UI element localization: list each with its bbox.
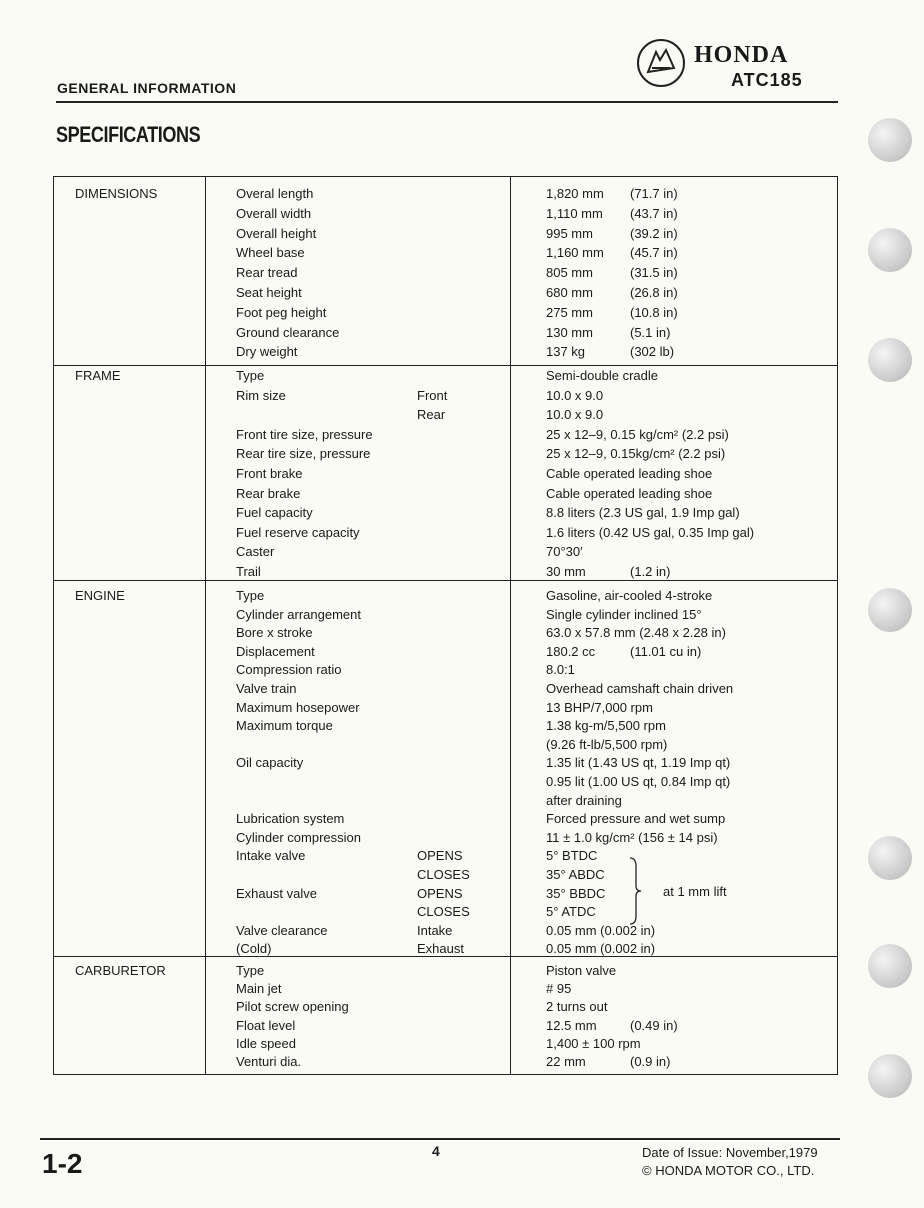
- date-of-issue: Date of Issue: November,1979: [642, 1145, 818, 1160]
- footer-rule: [40, 1138, 840, 1140]
- spec-item-label: Ground clearance: [236, 324, 340, 340]
- spec-value: Piston valve: [546, 963, 617, 978]
- spec-item-label: Valve clearance: [236, 922, 328, 938]
- header-rule: [56, 101, 838, 103]
- model-name: ATC185: [731, 70, 803, 90]
- spec-sub-label: OPENS: [417, 848, 463, 864]
- spec-value: Cable operated leading shoe: [546, 485, 713, 501]
- spec-value: 1.6 liters (0.42 US gal, 0.35 Imp gal): [546, 524, 755, 540]
- spec-value: 70°30′: [546, 544, 583, 560]
- spec-value-alt: (43.7 in): [630, 205, 678, 221]
- spec-value: 2 turns out: [546, 999, 608, 1015]
- spec-value: Gasoline, air-cooled 4-stroke: [546, 588, 713, 603]
- spec-value: 680 mm: [546, 285, 593, 300]
- spec-value: 1,400 ± 100 rpm: [546, 1035, 641, 1051]
- spec-value: 0.05 mm (0.002 in): [546, 941, 656, 957]
- spec-value: 11 ± 1.0 kg/cm² (156 ± 14 psi): [546, 829, 718, 845]
- spec-sub-label: Rear: [417, 407, 446, 423]
- spec-item-label: Bore x stroke: [236, 625, 313, 641]
- spec-item-label: Fuel capacity: [236, 505, 313, 521]
- spec-sub-label: OPENS: [417, 885, 463, 901]
- spec-item-label: Caster: [236, 544, 275, 560]
- spec-item-label: Rear brake: [236, 485, 301, 501]
- spec-item-label: Wheel base: [236, 245, 305, 261]
- spec-value: 275 mm: [546, 304, 593, 320]
- spec-item-label: Displacement: [236, 643, 315, 659]
- spec-value: 137 kg: [546, 344, 586, 360]
- spec-value: Single cylinder inclined 15°: [546, 606, 702, 622]
- spec-item-label: Overall height: [236, 225, 317, 241]
- spec-item-label: Maximum hosepower: [236, 699, 360, 715]
- spec-value: 1.35 lit (1.43 US qt, 1.19 Imp qt): [546, 755, 731, 771]
- spec-item-label: Main jet: [236, 981, 282, 997]
- section-divider: [53, 365, 838, 366]
- spec-item-label: Intake valve: [236, 848, 306, 864]
- spec-item-label: Rim size: [236, 387, 286, 403]
- spec-sub-label: Exhaust: [417, 941, 464, 957]
- spec-value: 0.95 lit (1.00 US qt, 0.84 Imp qt): [546, 774, 731, 789]
- page-code: 1-2: [42, 1148, 83, 1179]
- spec-value: 63.0 x 57.8 mm (2.48 x 2.28 in): [546, 625, 726, 641]
- binder-hole: [868, 836, 912, 880]
- spec-item-label: Type: [236, 588, 265, 603]
- spec-value-alt: (0.49 in): [630, 1017, 678, 1033]
- spec-item-label: Cylinder compression: [236, 829, 361, 845]
- section-label: DIMENSIONS: [75, 186, 158, 201]
- binder-hole: [868, 1054, 912, 1098]
- copyright: © HONDA MOTOR CO., LTD.: [642, 1163, 815, 1178]
- spec-item-label: Pilot screw opening: [236, 999, 349, 1015]
- spec-value: Forced pressure and wet sump: [546, 811, 726, 827]
- spec-item-label: Overall width: [236, 205, 312, 221]
- spec-value: 35° BBDC: [546, 885, 606, 901]
- spec-value: 805 mm: [546, 265, 593, 281]
- spec-item-label: Dry weight: [236, 344, 298, 360]
- binder-hole: [868, 338, 912, 382]
- spec-item-label: Valve train: [236, 681, 297, 696]
- valve-brace: [628, 856, 642, 926]
- spec-item-label: Idle speed: [236, 1035, 296, 1051]
- spec-value: 8.0:1: [546, 662, 575, 678]
- spec-item-label: Type: [236, 963, 265, 978]
- honda-wing-logo: [636, 38, 686, 88]
- spec-value-alt: (1.2 in): [630, 564, 671, 579]
- spec-value-alt: (11.01 cu in): [630, 643, 702, 659]
- spec-value-alt: (302 lb): [630, 344, 675, 360]
- spec-value: Overhead camshaft chain driven: [546, 681, 734, 696]
- spec-value-alt: (31.5 in): [630, 265, 678, 281]
- section-label: ENGINE: [75, 588, 125, 603]
- spec-value-alt: (39.2 in): [630, 225, 678, 241]
- spec-value: 25 x 12–9, 0.15 kg/cm² (2.2 psi): [546, 426, 729, 442]
- spec-value: 5° ATDC: [546, 904, 596, 920]
- header-section-title: GENERAL INFORMATION: [57, 80, 237, 96]
- binder-hole: [868, 588, 912, 632]
- spec-item-label: Overal length: [236, 186, 314, 201]
- spec-value: 1.38 kg-m/5,500 rpm: [546, 718, 666, 734]
- spec-item-label: Cylinder arrangement: [236, 606, 362, 622]
- spec-item-label: Trail: [236, 564, 261, 579]
- binder-hole: [868, 228, 912, 272]
- binder-hole: [868, 118, 912, 162]
- section-label: CARBURETOR: [75, 963, 166, 978]
- spec-item-label: Rear tread: [236, 265, 298, 281]
- spec-value: 10.0 x 9.0: [546, 407, 604, 423]
- spec-item-label: Lubrication system: [236, 811, 345, 827]
- spec-item-label: Maximum torque: [236, 718, 333, 734]
- spec-sub-label: CLOSES: [417, 867, 470, 882]
- col-divider-label: [205, 176, 206, 1075]
- spec-value: (9.26 ft-lb/5,500 rpm): [546, 736, 668, 752]
- spec-value: 25 x 12–9, 0.15kg/cm² (2.2 psi): [546, 446, 726, 462]
- spec-item-label: Exhaust valve: [236, 885, 317, 901]
- spec-value: 1,160 mm: [546, 245, 604, 261]
- page-number: 4: [432, 1143, 440, 1159]
- col-divider-value: [510, 176, 511, 1075]
- spec-value: 0.05 mm (0.002 in): [546, 922, 656, 938]
- spec-item-label: Front brake: [236, 466, 303, 481]
- brand-name: HONDA: [694, 42, 789, 68]
- spec-item-label: Front tire size, pressure: [236, 426, 373, 442]
- spec-value-alt: (71.7 in): [630, 186, 678, 201]
- spec-sub-label: Intake: [417, 922, 453, 938]
- spec-value: 10.0 x 9.0: [546, 387, 604, 403]
- section-divider: [53, 580, 838, 581]
- spec-sub-label: CLOSES: [417, 904, 470, 920]
- spec-value: 13 BHP/7,000 rpm: [546, 699, 653, 715]
- spec-value: 5° BTDC: [546, 848, 598, 864]
- spec-value: 180.2 cc: [546, 643, 596, 659]
- binder-hole: [868, 944, 912, 988]
- spec-value-alt: (26.8 in): [630, 285, 678, 300]
- spec-value: 35° ABDC: [546, 867, 605, 882]
- spec-value: 130 mm: [546, 324, 593, 340]
- spec-value: 12.5 mm: [546, 1017, 597, 1033]
- spec-item-label: Venturi dia.: [236, 1054, 302, 1069]
- spec-item-label: Rear tire size, pressure: [236, 446, 371, 462]
- spec-value: 30 mm: [546, 564, 586, 579]
- spec-item-label: Foot peg height: [236, 304, 327, 320]
- spec-value: # 95: [546, 981, 572, 997]
- spec-value-alt: (10.8 in): [630, 304, 678, 320]
- spec-item-label: Seat height: [236, 285, 302, 300]
- valve-timing-note: at 1 mm lift: [663, 884, 727, 899]
- spec-value: Semi-double cradle: [546, 368, 659, 383]
- page-title: SPECIFICATIONS: [56, 122, 201, 147]
- spec-value: 22 mm: [546, 1054, 586, 1069]
- spec-value: 1,820 mm: [546, 186, 604, 201]
- spec-value: 1,110 mm: [546, 205, 603, 221]
- spec-value-alt: (0.9 in): [630, 1054, 671, 1069]
- spec-item-label: Fuel reserve capacity: [236, 524, 360, 540]
- spec-value: 8.8 liters (2.3 US gal, 1.9 Imp gal): [546, 505, 740, 521]
- spec-item-label: Type: [236, 368, 265, 383]
- spec-value: 995 mm: [546, 225, 593, 241]
- spec-value-alt: (5.1 in): [630, 324, 671, 340]
- spec-value-alt: (45.7 in): [630, 245, 678, 261]
- spec-value: after draining: [546, 792, 622, 808]
- spec-item-label: Float level: [236, 1017, 296, 1033]
- spec-value: Cable operated leading shoe: [546, 466, 713, 481]
- spec-sub-label: Front: [417, 387, 448, 403]
- spec-item-label: Oil capacity: [236, 755, 304, 771]
- section-label: FRAME: [75, 368, 121, 383]
- spec-item-label: (Cold): [236, 941, 272, 957]
- spec-item-label: Compression ratio: [236, 662, 342, 678]
